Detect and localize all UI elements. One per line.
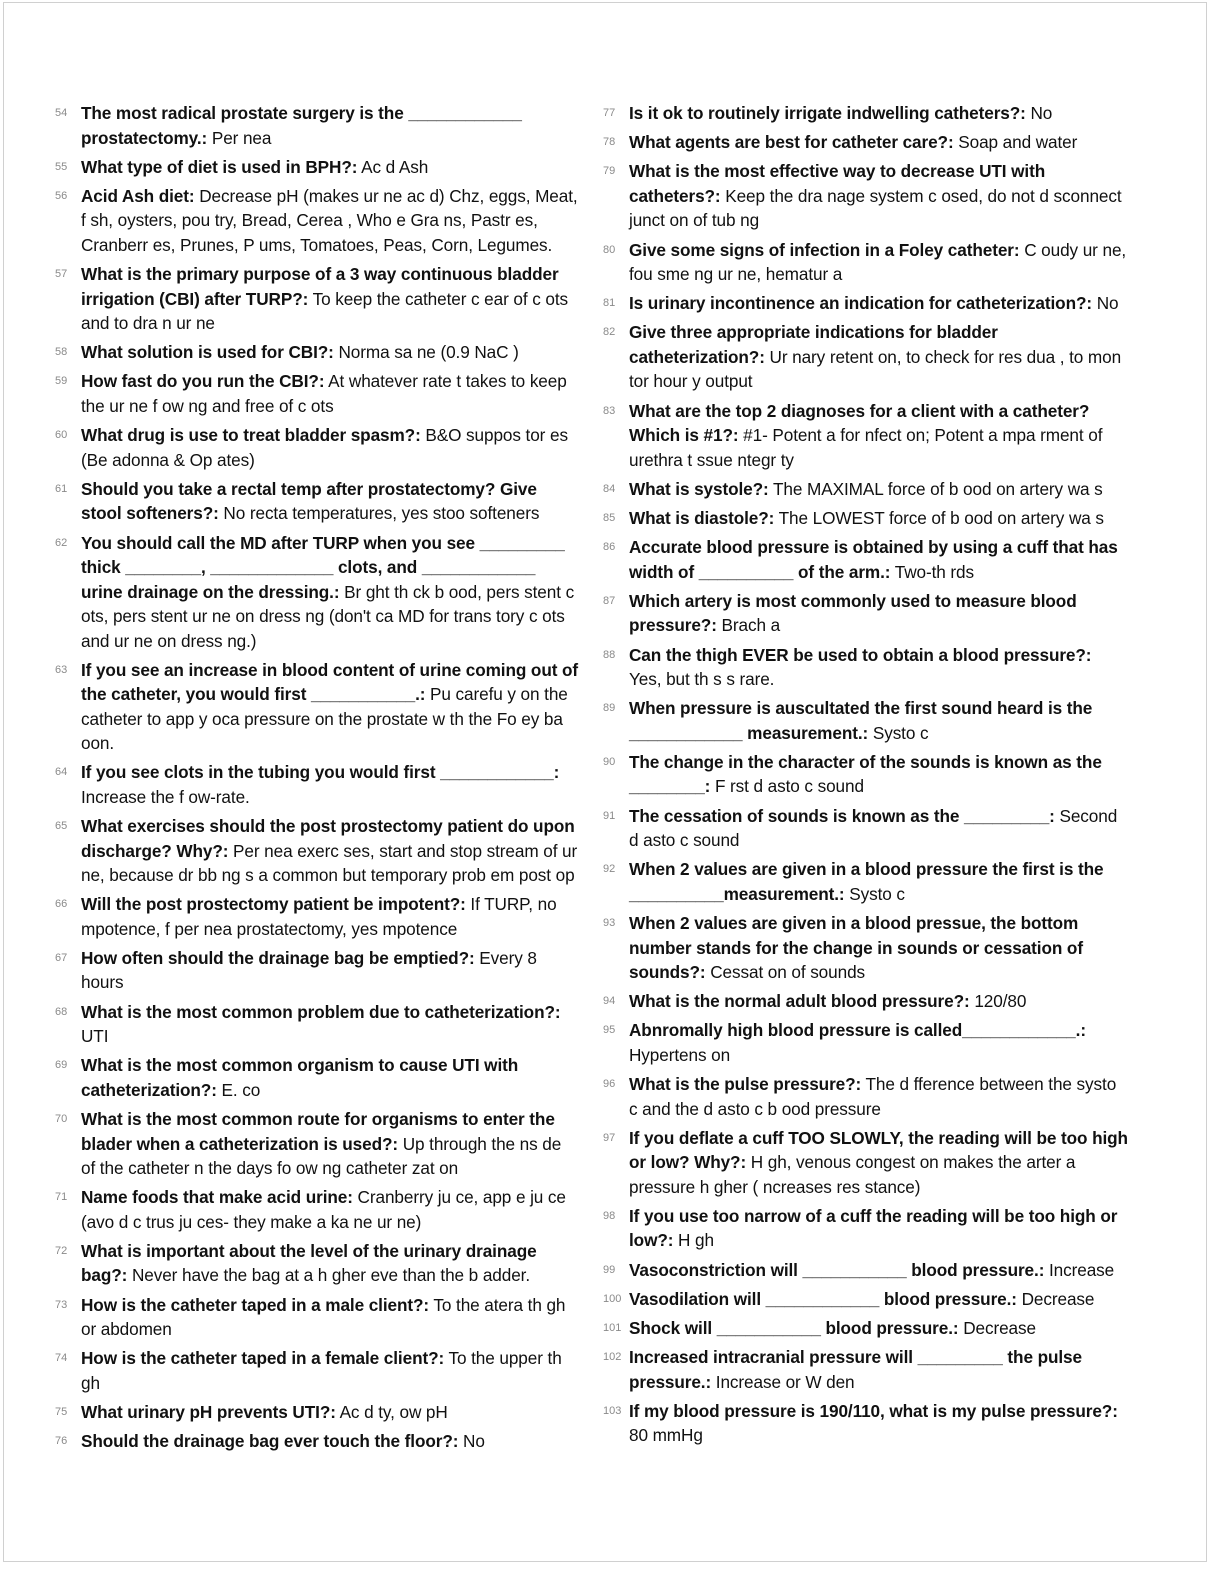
question-text: Is urinary incontinence an indication for catheterization?: bbox=[629, 293, 1093, 314]
question-text: When pressure is auscultated the first sound heard is the ____________ measurement.: bbox=[629, 698, 1093, 743]
qa-text bbox=[81, 1053, 580, 1102]
qa-item bbox=[600, 857, 1128, 906]
left-column bbox=[52, 101, 580, 1458]
answer-text: Keep the dra nage system c osed, do not d sconnect junct on of tub ng bbox=[629, 185, 1122, 231]
qa-item bbox=[52, 658, 580, 756]
qa-item bbox=[52, 946, 580, 995]
item-number: 60 bbox=[55, 429, 68, 442]
qa-text bbox=[629, 535, 1128, 584]
qa-item bbox=[52, 1239, 580, 1288]
qa-item bbox=[52, 1185, 580, 1234]
qa-item bbox=[600, 696, 1128, 745]
answer-text: To keep the catheter c ear of c ots and to dra n ur ne bbox=[81, 288, 568, 334]
qa-text bbox=[81, 423, 580, 472]
qa-item bbox=[600, 804, 1128, 853]
answer-text: Never have the bag at a h gher eve than the b adder. bbox=[127, 1265, 530, 1286]
qa-item bbox=[600, 535, 1128, 584]
answer-text: Ac d Ash bbox=[357, 156, 429, 177]
item-number: 55 bbox=[55, 160, 68, 173]
answer-text: Cessat on of sounds bbox=[705, 962, 866, 982]
item-number: 89 bbox=[603, 702, 616, 715]
qa-text bbox=[81, 1239, 580, 1288]
question-text: Accurate blood pressure is obtained by using a cuff that has width of __________ of the arm.: bbox=[629, 537, 1118, 582]
qa-item bbox=[600, 238, 1128, 287]
answer-text: Increase or W den bbox=[711, 1371, 855, 1392]
qa-item bbox=[600, 1258, 1128, 1283]
qa-text bbox=[81, 1293, 580, 1342]
question-text: How fast do you run the CBI?: bbox=[81, 371, 325, 392]
answer-text: Second d asto c sound bbox=[629, 805, 1118, 851]
answer-text: Br ght th ck b ood, pers stent c ots, pers stent ur ne on dress ng (don't ca MD for trans tory c ots and ur ne on dress ng.) bbox=[81, 581, 575, 651]
answer-text: The MAXIMAL force of b ood on artery wa s bbox=[768, 478, 1103, 499]
qa-item bbox=[52, 101, 580, 150]
qa-text bbox=[81, 1107, 580, 1181]
qa-text bbox=[81, 1400, 580, 1425]
item-number: 103 bbox=[603, 1404, 622, 1417]
item-number: 97 bbox=[603, 1131, 616, 1144]
qa-item bbox=[52, 1107, 580, 1181]
qa-text bbox=[81, 658, 580, 756]
item-number: 62 bbox=[55, 536, 68, 549]
answer-text: Ur nary retent on, to check for res dua , to mon tor hour y output bbox=[629, 346, 1122, 392]
item-number: 67 bbox=[55, 951, 68, 964]
item-number: 94 bbox=[603, 995, 616, 1008]
qa-item bbox=[600, 1316, 1128, 1341]
answer-text: E. co bbox=[216, 1079, 261, 1100]
question-text: What drug is use to treat bladder spasm?: bbox=[81, 425, 421, 446]
question-text: What is the normal adult blood pressure?: bbox=[629, 991, 970, 1012]
answer-text: To the atera th gh or abdomen bbox=[81, 1294, 566, 1340]
qa-text bbox=[629, 750, 1128, 799]
item-number: 83 bbox=[603, 404, 616, 417]
qa-text bbox=[629, 320, 1128, 394]
item-number: 58 bbox=[55, 346, 68, 359]
question-text: What is the most effective way to decrease UTI with catheters?: bbox=[629, 161, 1046, 206]
item-number: 85 bbox=[603, 512, 616, 524]
qa-item bbox=[600, 1018, 1128, 1067]
qa-text bbox=[629, 857, 1128, 906]
right-column bbox=[600, 101, 1128, 1453]
item-number: 88 bbox=[603, 648, 616, 661]
question-text: What is the primary purpose of a 3 way continuous bladder irrigation (CBI) after TURP?: bbox=[81, 264, 559, 309]
question-text: Is it ok to routinely irrigate indwelling catheters?: bbox=[629, 103, 1026, 123]
qa-text bbox=[629, 291, 1128, 316]
answer-text: UTI bbox=[81, 1026, 109, 1047]
answer-text: Decrease bbox=[1016, 1288, 1095, 1309]
question-text: What is diastole?: bbox=[629, 508, 775, 528]
qa-text bbox=[81, 340, 580, 365]
answer-text: If TURP, no mpotence, f per nea prostatectomy, yes mpotence bbox=[81, 894, 557, 939]
qa-text bbox=[629, 506, 1128, 531]
qa-text bbox=[629, 101, 1128, 126]
question-text: Should the drainage bag ever touch the floor?: bbox=[81, 1431, 459, 1452]
question-text: The cessation of sounds is known as the _________: bbox=[629, 805, 1055, 826]
question-text: If you see an increase in blood content of urine coming out of the catheter, you would first ___________.: bbox=[81, 659, 579, 705]
item-number: 63 bbox=[55, 663, 68, 676]
item-number: 81 bbox=[603, 297, 616, 310]
question-text: If my blood pressure is 190/110, what is my pulse pressure?: bbox=[629, 1400, 1118, 1421]
item-number: 96 bbox=[603, 1078, 616, 1091]
item-number: 98 bbox=[603, 1209, 616, 1222]
answer-text: Systo c bbox=[868, 722, 929, 743]
answer-text: No recta temperatures, yes stoo softeners bbox=[218, 503, 540, 524]
question-text: Increased intracranial pressure will _________ the pulse pressure.: bbox=[629, 1347, 1082, 1392]
item-number: 75 bbox=[55, 1405, 68, 1418]
qa-text bbox=[81, 531, 580, 654]
answer-text: 80 mmHg bbox=[629, 1425, 703, 1446]
qa-item bbox=[600, 1204, 1128, 1253]
answer-text: At whatever rate t takes to keep the ur ne f ow ng and free of c ots bbox=[81, 371, 567, 416]
question-text: What urinary pH prevents UTI?: bbox=[81, 1401, 336, 1422]
answer-text: No bbox=[458, 1431, 485, 1452]
qa-item bbox=[52, 262, 580, 336]
qa-text bbox=[81, 1000, 580, 1049]
qa-text bbox=[81, 1346, 580, 1395]
answer-text: Hypertens on bbox=[629, 1044, 731, 1065]
item-number: 65 bbox=[55, 820, 68, 833]
qa-item bbox=[600, 589, 1128, 638]
qa-text bbox=[81, 946, 580, 995]
answer-text: To the upper th gh bbox=[81, 1348, 562, 1393]
qa-item bbox=[52, 423, 580, 472]
answer-text: No bbox=[1025, 103, 1053, 123]
question-text: What is systole?: bbox=[629, 478, 769, 499]
answer-text: Cranberry ju ce, app e ju ce (avo d c trus ju ces- they make a ka ne ur ne) bbox=[81, 1187, 566, 1232]
qa-text bbox=[629, 989, 1128, 1014]
answer-text: Norma sa ne (0.9 NaC ) bbox=[333, 342, 519, 363]
qa-text bbox=[629, 1287, 1128, 1312]
answer-text: 120/80 bbox=[969, 991, 1027, 1012]
item-number: 69 bbox=[55, 1059, 68, 1072]
qa-text bbox=[81, 760, 580, 809]
qa-text bbox=[629, 1316, 1128, 1341]
qa-item bbox=[600, 750, 1128, 799]
answer-text: C oudy ur ne, fou sme ng ur ne, hematur a bbox=[629, 239, 1127, 285]
answer-text: Per nea bbox=[207, 127, 272, 148]
qa-item bbox=[52, 892, 580, 941]
item-number: 79 bbox=[603, 165, 616, 178]
question-text: When 2 values are given in a blood pressue, the bottom number stands for the change in sounds or cessation of sounds?: bbox=[629, 913, 1083, 982]
qa-item bbox=[600, 101, 1128, 126]
qa-text bbox=[81, 262, 580, 336]
item-number: 73 bbox=[55, 1298, 68, 1311]
qa-text bbox=[629, 399, 1128, 473]
question-text: What is the most common problem due to catheterization?: bbox=[81, 1001, 561, 1022]
item-number: 71 bbox=[55, 1191, 68, 1204]
item-number: 61 bbox=[55, 482, 68, 495]
item-number: 86 bbox=[603, 541, 616, 554]
qa-text bbox=[629, 130, 1128, 155]
qa-item bbox=[52, 1400, 580, 1425]
item-number: 77 bbox=[603, 107, 616, 119]
question-text: When 2 values are given in a blood pressure the first is the __________measurement.: bbox=[629, 859, 1104, 904]
qa-text bbox=[81, 892, 580, 941]
answer-text: Brach a bbox=[716, 615, 781, 636]
qa-item bbox=[600, 989, 1128, 1014]
item-number: 82 bbox=[603, 326, 616, 339]
question-text: What is the most common route for organisms to enter the blader when a catheterization is used?: bbox=[81, 1109, 555, 1154]
answer-text: The LOWEST force of b ood on artery wa s bbox=[774, 508, 1104, 528]
qa-item bbox=[600, 477, 1128, 502]
question-text: The change in the character of the sounds is known as the ________: bbox=[629, 751, 1102, 797]
question-text: Give three appropriate indications for bladder catheterization?: bbox=[629, 322, 998, 367]
question-text: The most radical prostate surgery is the ____________ prostatectomy.: bbox=[81, 103, 522, 148]
question-text: Can the thigh EVER be used to obtain a blood pressure?: bbox=[629, 644, 1092, 665]
qa-item bbox=[600, 1072, 1128, 1121]
qa-item bbox=[52, 477, 580, 526]
answer-text: Every 8 hours bbox=[81, 947, 537, 993]
item-number: 68 bbox=[55, 1005, 68, 1018]
item-number: 57 bbox=[55, 268, 68, 281]
answer-text: Per nea exerc ses, start and stop stream of ur ne, because dr bb ng s a common but temporary prob em post op bbox=[81, 840, 578, 886]
qa-item bbox=[600, 643, 1128, 692]
item-number: 72 bbox=[55, 1244, 68, 1257]
question-text: Abnromally high blood pressure is called____________.: bbox=[629, 1020, 1086, 1041]
qa-text bbox=[81, 1429, 580, 1454]
answer-text: Yes, but th s s rare. bbox=[629, 669, 775, 690]
question-text: What is the most common organism to cause UTI with catheterization?: bbox=[81, 1055, 519, 1100]
question-text: If you use too narrow of a cuff the reading will be too high or low?: bbox=[629, 1205, 1118, 1251]
qa-text bbox=[629, 911, 1128, 985]
question-text: What are the top 2 diagnoses for a client with a catheter? Which is #1?: bbox=[629, 400, 1090, 446]
question-text: Will the post prostectomy patient be impotent?: bbox=[81, 894, 466, 915]
question-text: How is the catheter taped in a male client?: bbox=[81, 1294, 430, 1315]
qa-item bbox=[52, 1053, 580, 1102]
question-text: How often should the drainage bag be emptied?: bbox=[81, 947, 475, 968]
answer-text: Soap and water bbox=[953, 132, 1078, 153]
qa-text bbox=[81, 369, 580, 418]
qa-item bbox=[600, 399, 1128, 473]
question-text: How is the catheter taped in a female client?: bbox=[81, 1348, 445, 1369]
qa-text bbox=[629, 1204, 1128, 1253]
item-number: 87 bbox=[603, 594, 616, 607]
item-number: 91 bbox=[603, 809, 616, 822]
answer-text: The d fference between the systo c and the d asto c b ood pressure bbox=[629, 1074, 1117, 1119]
item-number: 95 bbox=[603, 1024, 616, 1037]
item-number: 54 bbox=[55, 107, 68, 119]
qa-text bbox=[629, 1345, 1128, 1394]
qa-item bbox=[600, 1126, 1128, 1200]
qa-text bbox=[81, 814, 580, 888]
qa-item bbox=[52, 184, 580, 258]
item-number: 56 bbox=[55, 189, 68, 202]
answer-text: Two-th rds bbox=[890, 561, 974, 582]
qa-item bbox=[52, 369, 580, 418]
question-text: What exercises should the post prostectomy patient do upon discharge? Why?: bbox=[81, 816, 575, 861]
qa-text bbox=[629, 238, 1128, 287]
document-page bbox=[3, 2, 1207, 1562]
answer-text: Pu carefu y on the catheter to app y oca pressure on the prostate w th the Fo ey ba oon. bbox=[81, 684, 568, 754]
question-text: You should call the MD after TURP when you see _________ thick ________, _____________ clots, and ____________ urine drainage on the dressing.: bbox=[81, 532, 565, 602]
qa-item bbox=[600, 1287, 1128, 1312]
item-number: 101 bbox=[603, 1322, 622, 1334]
answer-text: #1- Potent a for nfect on; Potent a mpa rment of urethra t ssue ntegr ty bbox=[629, 425, 1103, 470]
answer-text: No bbox=[1092, 293, 1119, 314]
item-number: 66 bbox=[55, 898, 68, 911]
qa-text bbox=[629, 1018, 1128, 1067]
question-text: Shock will ___________ blood pressure.: bbox=[629, 1318, 959, 1338]
item-number: 93 bbox=[603, 917, 616, 929]
qa-item bbox=[52, 531, 580, 654]
answer-text: F rst d asto c sound bbox=[710, 776, 864, 797]
item-number: 80 bbox=[603, 243, 616, 256]
item-number: 90 bbox=[603, 755, 616, 768]
answer-text: Ac d ty, ow pH bbox=[335, 1401, 448, 1422]
item-number: 74 bbox=[55, 1352, 68, 1365]
qa-text bbox=[629, 1399, 1128, 1448]
question-text: Vasodilation will ____________ blood pressure.: bbox=[629, 1288, 1017, 1309]
qa-item bbox=[52, 1000, 580, 1049]
question-text: Vasoconstriction will ___________ blood pressure.: bbox=[629, 1259, 1045, 1280]
qa-item bbox=[600, 1399, 1128, 1448]
question-text: Should you take a rectal temp after prostatectomy? Give stool softeners?: bbox=[81, 478, 537, 524]
question-text: If you deflate a cuff TOO SLOWLY, the reading will be too high or low? Why?: bbox=[629, 1127, 1128, 1173]
qa-item bbox=[52, 1293, 580, 1342]
qa-text bbox=[81, 101, 580, 150]
item-number: 59 bbox=[55, 375, 68, 388]
qa-item bbox=[52, 760, 580, 809]
answer-text: H gh bbox=[673, 1230, 714, 1251]
question-text: What is the pulse pressure?: bbox=[629, 1074, 862, 1095]
qa-text bbox=[81, 1185, 580, 1234]
qa-item bbox=[600, 159, 1128, 233]
question-text: Give some signs of infection in a Foley catheter: bbox=[629, 239, 1020, 260]
question-text: What is important about the level of the urinary drainage bag?: bbox=[81, 1240, 537, 1286]
qa-text bbox=[629, 1126, 1128, 1200]
qa-text bbox=[81, 184, 580, 258]
item-number: 76 bbox=[55, 1435, 68, 1448]
qa-item bbox=[600, 506, 1128, 531]
item-number: 92 bbox=[603, 863, 616, 876]
item-number: 100 bbox=[603, 1292, 622, 1305]
qa-text bbox=[81, 155, 580, 180]
qa-item bbox=[600, 1345, 1128, 1394]
item-number: 102 bbox=[603, 1351, 622, 1364]
question-text: What type of diet is used in BPH?: bbox=[81, 156, 358, 177]
question-text: If you see clots in the tubing you would first ____________: bbox=[81, 762, 560, 783]
qa-item bbox=[600, 911, 1128, 985]
qa-item bbox=[52, 1429, 580, 1454]
qa-text bbox=[629, 1258, 1128, 1283]
qa-text bbox=[629, 589, 1128, 638]
answer-text: Systo c bbox=[844, 883, 905, 904]
qa-item bbox=[52, 340, 580, 365]
qa-item bbox=[600, 291, 1128, 316]
qa-item bbox=[600, 320, 1128, 394]
question-text: Acid Ash diet: bbox=[81, 185, 195, 206]
qa-item bbox=[52, 1346, 580, 1395]
answer-text: H gh, venous congest on makes the arter a pressure h gher ( ncreases res stance) bbox=[629, 1152, 1076, 1197]
answer-text: B&O suppos tor es (Be adonna & Op ates) bbox=[81, 425, 568, 470]
question-text: What agents are best for catheter care?: bbox=[629, 132, 954, 153]
qa-text bbox=[629, 159, 1128, 233]
answer-text: Increase the f ow-rate. bbox=[81, 786, 250, 807]
question-text: What solution is used for CBI?: bbox=[81, 342, 334, 363]
answer-text: Up through the ns de of the catheter n the days fo ow ng catheter zat on bbox=[81, 1133, 562, 1178]
qa-text bbox=[629, 804, 1128, 853]
qa-text bbox=[629, 1072, 1128, 1121]
item-number: 84 bbox=[603, 482, 616, 495]
qa-text bbox=[81, 477, 580, 526]
answer-text: Decrease bbox=[958, 1318, 1036, 1338]
qa-item bbox=[52, 155, 580, 180]
item-number: 64 bbox=[55, 766, 68, 779]
question-text: Which artery is most commonly used to measure blood pressure?: bbox=[629, 590, 1077, 636]
qa-text bbox=[629, 477, 1128, 502]
item-number: 78 bbox=[603, 136, 616, 149]
item-number: 70 bbox=[55, 1113, 68, 1125]
answer-text: Increase bbox=[1044, 1259, 1115, 1280]
question-text: Name foods that make acid urine: bbox=[81, 1187, 353, 1208]
qa-text bbox=[629, 696, 1128, 745]
answer-text: Decrease pH (makes ur ne ac d) Chz, eggs, Meat, f sh, oysters, pou try, Bread, Cerea , Who e Gra ns, Pastr es, Cranberr es, Prunes, P ums, Tomatoes, Peas, Corn, Legumes. bbox=[81, 185, 578, 255]
qa-item bbox=[600, 130, 1128, 155]
qa-text bbox=[629, 643, 1128, 692]
qa-item bbox=[52, 814, 580, 888]
item-number: 99 bbox=[603, 1263, 616, 1276]
